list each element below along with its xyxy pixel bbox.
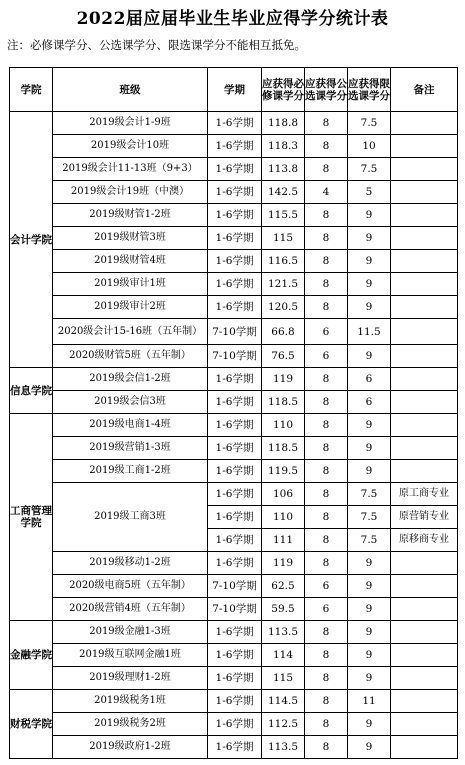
table-row (10, 391, 458, 414)
public-elective-cell: 8 (305, 414, 348, 437)
table-row (10, 437, 458, 460)
required-credits-cell: 118.3 (262, 135, 305, 158)
limited-elective-cell: 9 (348, 227, 391, 250)
college-cell: 金融学院 (10, 621, 53, 690)
term-cell: 1-6学期 (208, 204, 262, 227)
header-class: 班级 (53, 68, 208, 112)
public-elective-cell: 8 (305, 135, 348, 158)
document-page (0, 7, 465, 765)
term-cell: 7-10学期 (208, 319, 262, 345)
remark-cell (391, 621, 458, 644)
term-cell: 1-6学期 (208, 713, 262, 736)
public-elective-cell: 8 (305, 506, 348, 529)
header-remarks: 备注 (391, 68, 458, 112)
term-cell: 1-6学期 (208, 135, 262, 158)
required-credits-cell: 119 (262, 552, 305, 575)
required-credits-cell: 142.5 (262, 181, 305, 204)
required-credits-cell: 118.5 (262, 437, 305, 460)
limited-elective-cell: 9 (348, 598, 391, 621)
limited-elective-cell: 7.5 (348, 529, 391, 552)
required-credits-cell: 76.5 (262, 345, 305, 368)
header-public-elective-credits: 应获得公选课学分 (305, 68, 348, 112)
required-credits-cell: 114 (262, 644, 305, 667)
term-cell: 1-6学期 (208, 227, 262, 250)
table-header-row (10, 68, 458, 112)
remark-cell (391, 414, 458, 437)
document-title: 2022届应届毕业生毕业应得学分统计表 (76, 9, 389, 29)
table-row (10, 736, 458, 759)
class-cell: 2019级财管1-2班 (53, 204, 208, 227)
college-cell: 会计学院 (10, 112, 53, 368)
class-cell: 2019级税务1班 (53, 690, 208, 713)
class-cell: 2019级理财1-2班 (53, 667, 208, 690)
remark-cell (391, 598, 458, 621)
class-cell: 2019级工商1-2班 (53, 460, 208, 483)
public-elective-cell: 8 (305, 667, 348, 690)
public-elective-cell: 8 (305, 483, 348, 506)
limited-elective-cell: 9 (348, 644, 391, 667)
remark-cell (391, 391, 458, 414)
college-cell: 信息学院 (10, 368, 53, 414)
public-elective-cell: 6 (305, 319, 348, 345)
header-limited-elective-credits: 应获得限选课学分 (348, 68, 391, 112)
required-credits-cell: 110 (262, 506, 305, 529)
required-credits-cell: 114.5 (262, 690, 305, 713)
term-cell: 7-10学期 (208, 575, 262, 598)
class-cell: 2020级财管5班（五年制） (53, 345, 208, 368)
limited-elective-cell: 9 (348, 621, 391, 644)
class-cell: 2019级会计19班（中澳） (53, 181, 208, 204)
term-cell: 1-6学期 (208, 368, 262, 391)
credits-table (9, 67, 458, 759)
term-cell: 1-6学期 (208, 460, 262, 483)
limited-elective-cell: 9 (348, 345, 391, 368)
table-row (10, 204, 458, 227)
term-cell: 1-6学期 (208, 158, 262, 181)
term-cell: 1-6学期 (208, 296, 262, 319)
remark-cell (391, 460, 458, 483)
class-cell: 2019级财管3班 (53, 227, 208, 250)
remark-cell (391, 227, 458, 250)
class-cell: 2019级会计1-9班 (53, 112, 208, 135)
public-elective-cell: 8 (305, 644, 348, 667)
table-row (10, 181, 458, 204)
public-elective-cell: 8 (305, 273, 348, 296)
public-elective-cell: 8 (305, 690, 348, 713)
required-credits-cell: 59.5 (262, 598, 305, 621)
remark-cell (391, 368, 458, 391)
class-cell: 2019级财管4班 (53, 250, 208, 273)
public-elective-cell: 8 (305, 529, 348, 552)
public-elective-cell: 8 (305, 736, 348, 759)
table-row (10, 112, 458, 135)
limited-elective-cell: 9 (348, 736, 391, 759)
required-credits-cell: 66.8 (262, 319, 305, 345)
remark-cell (391, 273, 458, 296)
limited-elective-cell: 9 (348, 713, 391, 736)
public-elective-cell: 8 (305, 296, 348, 319)
required-credits-cell: 106 (262, 483, 305, 506)
term-cell: 1-6学期 (208, 250, 262, 273)
remark-cell (391, 112, 458, 135)
limited-elective-cell: 9 (348, 552, 391, 575)
remark-cell (391, 552, 458, 575)
limited-elective-cell: 9 (348, 667, 391, 690)
term-cell: 1-6学期 (208, 437, 262, 460)
limited-elective-cell: 9 (348, 296, 391, 319)
public-elective-cell: 6 (305, 598, 348, 621)
class-cell: 2019级审计2班 (53, 296, 208, 319)
remark-cell (391, 690, 458, 713)
term-cell: 7-10学期 (208, 598, 262, 621)
limited-elective-cell: 11 (348, 690, 391, 713)
limited-elective-cell: 6 (348, 391, 391, 414)
remark-cell (391, 575, 458, 598)
term-cell: 1-6学期 (208, 736, 262, 759)
required-credits-cell: 115.5 (262, 204, 305, 227)
remark-cell (391, 181, 458, 204)
required-credits-cell: 112.5 (262, 713, 305, 736)
class-cell: 2019级会信1-2班 (53, 368, 208, 391)
required-credits-cell: 121.5 (262, 273, 305, 296)
public-elective-cell: 8 (305, 552, 348, 575)
college-cell: 工商管理学院 (10, 414, 53, 621)
college-cell: 财税学院 (10, 690, 53, 759)
remark-cell: 原工商专业 (391, 483, 458, 506)
term-cell: 1-6学期 (208, 644, 262, 667)
remark-cell (391, 736, 458, 759)
remark-cell (391, 667, 458, 690)
remark-cell (391, 250, 458, 273)
public-elective-cell: 8 (305, 460, 348, 483)
class-cell: 2019级互联网金融1班 (53, 644, 208, 667)
required-credits-cell: 118.8 (262, 112, 305, 135)
public-elective-cell: 6 (305, 345, 348, 368)
required-credits-cell: 116.5 (262, 250, 305, 273)
table-row (10, 227, 458, 250)
remark-cell (391, 296, 458, 319)
limited-elective-cell: 9 (348, 204, 391, 227)
remark-cell (391, 158, 458, 181)
limited-elective-cell: 9 (348, 575, 391, 598)
limited-elective-cell: 7.5 (348, 483, 391, 506)
document-note: 注：必修课学分、公选课学分、限选课学分不能相互抵免。 (7, 38, 306, 52)
remark-cell (391, 644, 458, 667)
required-credits-cell: 115 (262, 227, 305, 250)
table-row (10, 713, 458, 736)
table-row (10, 575, 458, 598)
table-row (10, 158, 458, 181)
class-cell: 2019级营销1-3班 (53, 437, 208, 460)
required-credits-cell: 113.5 (262, 621, 305, 644)
public-elective-cell: 8 (305, 391, 348, 414)
remark-cell: 原营销专业 (391, 506, 458, 529)
limited-elective-cell: 9 (348, 437, 391, 460)
class-cell: 2019级会计11-13班（9+3） (53, 158, 208, 181)
limited-elective-cell: 9 (348, 273, 391, 296)
term-cell: 1-6学期 (208, 506, 262, 529)
remark-cell (391, 437, 458, 460)
header-term: 学期 (208, 68, 262, 112)
table-row (10, 667, 458, 690)
limited-elective-cell: 7.5 (348, 506, 391, 529)
term-cell: 1-6学期 (208, 483, 262, 506)
public-elective-cell: 8 (305, 112, 348, 135)
public-elective-cell: 6 (305, 575, 348, 598)
public-elective-cell: 4 (305, 181, 348, 204)
term-cell: 1-6学期 (208, 181, 262, 204)
limited-elective-cell: 10 (348, 135, 391, 158)
required-credits-cell: 62.5 (262, 575, 305, 598)
term-cell: 7-10学期 (208, 345, 262, 368)
term-cell: 1-6学期 (208, 529, 262, 552)
term-cell: 1-6学期 (208, 667, 262, 690)
table-row (10, 273, 458, 296)
table-row (10, 621, 458, 644)
header-required-credits: 应获得必修课学分 (262, 68, 305, 112)
limited-elective-cell: 9 (348, 460, 391, 483)
remark-cell (391, 135, 458, 158)
public-elective-cell: 8 (305, 250, 348, 273)
table-row (10, 135, 458, 158)
required-credits-cell: 119 (262, 368, 305, 391)
required-credits-cell: 113.5 (262, 736, 305, 759)
limited-elective-cell: 7.5 (348, 158, 391, 181)
required-credits-cell: 111 (262, 529, 305, 552)
public-elective-cell: 8 (305, 368, 348, 391)
required-credits-cell: 120.5 (262, 296, 305, 319)
required-credits-cell: 119.5 (262, 460, 305, 483)
class-cell: 2019级电商1-4班 (53, 414, 208, 437)
term-cell: 1-6学期 (208, 391, 262, 414)
class-cell: 2019级政府1-2班 (53, 736, 208, 759)
table-row (10, 296, 458, 319)
remark-cell (391, 319, 458, 345)
table-body (10, 112, 458, 759)
class-cell: 2020级营销4班（五年制） (53, 598, 208, 621)
table-row (10, 414, 458, 437)
required-credits-cell: 113.8 (262, 158, 305, 181)
remark-cell (391, 713, 458, 736)
table-row (10, 319, 458, 345)
remark-cell (391, 204, 458, 227)
class-cell: 2019级移动1-2班 (53, 552, 208, 575)
public-elective-cell: 8 (305, 158, 348, 181)
class-cell: 2019级工商3班 (53, 483, 208, 552)
class-cell: 2019级税务2班 (53, 713, 208, 736)
class-cell: 2020级会计15-16班（五年制） (53, 319, 208, 345)
remark-cell (391, 345, 458, 368)
table-row (10, 483, 458, 506)
term-cell: 1-6学期 (208, 621, 262, 644)
class-cell: 2020级电商5班（五年制） (53, 575, 208, 598)
required-credits-cell: 118.5 (262, 391, 305, 414)
table-row (10, 690, 458, 713)
table-row (10, 644, 458, 667)
term-cell: 1-6学期 (208, 690, 262, 713)
table-row (10, 460, 458, 483)
class-cell: 2019级审计1班 (53, 273, 208, 296)
limited-elective-cell: 6 (348, 368, 391, 391)
class-cell: 2019级金融1-3班 (53, 621, 208, 644)
table-row (10, 552, 458, 575)
public-elective-cell: 8 (305, 713, 348, 736)
required-credits-cell: 110 (262, 414, 305, 437)
limited-elective-cell: 7.5 (348, 112, 391, 135)
public-elective-cell: 8 (305, 227, 348, 250)
term-cell: 1-6学期 (208, 112, 262, 135)
limited-elective-cell: 9 (348, 250, 391, 273)
header-college: 学院 (10, 68, 53, 112)
table-row (10, 345, 458, 368)
term-cell: 1-6学期 (208, 273, 262, 296)
public-elective-cell: 8 (305, 204, 348, 227)
public-elective-cell: 8 (305, 437, 348, 460)
table-row (10, 250, 458, 273)
table-row (10, 368, 458, 391)
required-credits-cell: 115 (262, 667, 305, 690)
table-row (10, 598, 458, 621)
limited-elective-cell: 11.5 (348, 319, 391, 345)
limited-elective-cell: 9 (348, 414, 391, 437)
remark-cell: 原移商专业 (391, 529, 458, 552)
limited-elective-cell: 5 (348, 181, 391, 204)
class-cell: 2019级会计10班 (53, 135, 208, 158)
term-cell: 1-6学期 (208, 414, 262, 437)
class-cell: 2019级会信3班 (53, 391, 208, 414)
term-cell: 1-6学期 (208, 552, 262, 575)
public-elective-cell: 8 (305, 621, 348, 644)
